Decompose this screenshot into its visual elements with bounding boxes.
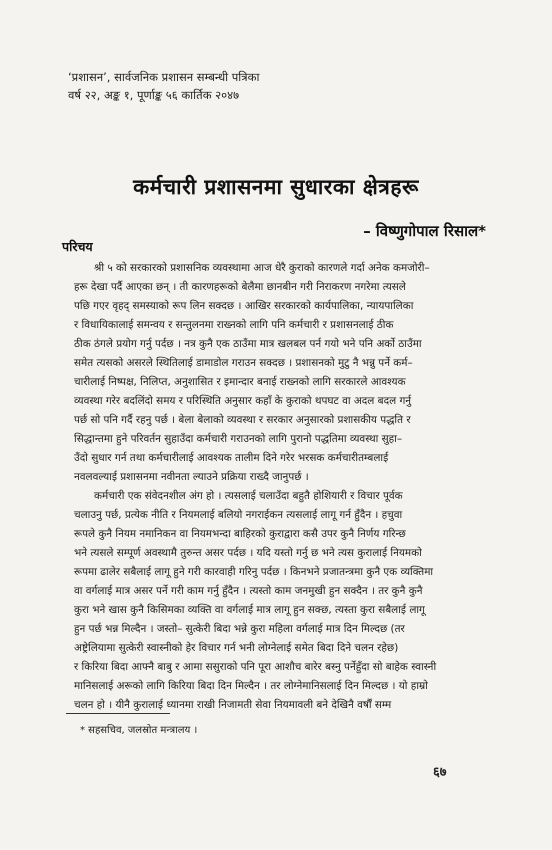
paragraph-1 — [74, 259, 492, 487]
paragraph-line: ठीक ठंगले प्रयोग गर्नु पर्दछ । नत्र कुनै एक ठाउँमा मात्र खलबल पर्न गयो भने पनि अर्को ठाउँमा — [74, 338, 422, 350]
paragraph-line: श्री ५ को सरकारको प्रशासनिक व्यवस्थामा आज धेरै कुराको कारणले गर्दा अनेक कमजोरी– — [94, 262, 430, 274]
footnote: * सहसचिव, जलस्रोत मन्त्रालय । — [80, 725, 198, 736]
paragraph-line: पछि गएर वृहद् समस्याको रूप लिन सक्दछ । आखिर सरकारको कार्यपालिका, न्यायपालिका — [74, 300, 414, 312]
journal-title-line: ‘प्रशासन’, सार्वजनिक प्रशासन सम्बन्धी पत्रिका — [68, 70, 260, 84]
paragraph-line: मानिसलाई अरूको लागि किरिया बिदा दिन मिल्दैन । तर लोग्नेमानिसलाई दिन मिल्दछ । यो हाम्रो — [74, 680, 428, 692]
paragraph-line: चारीलाई निष्पक्ष, निलिप्त, अनुशासित र इमान्दार बनाई राख्नको लागि सरकारले आवश्यक — [74, 376, 406, 388]
paragraph-line: रूपमा ढालेर सबैलाई लागू हुने गरी कारवाही गरिनु पर्दछ । किनभने प्रजातन्त्रमा कुनै एक व्यक्तिमा — [74, 566, 434, 578]
paragraph-line: हुन पर्छ भन्न मिल्दैन । जस्तो– सुत्केरी बिदा भन्ने कुरा महिला वर्गलाई मात्र दिन मिल्दछ (तर — [74, 623, 405, 635]
paragraph-line: कर्मचारी एक संवेदनशील अंग हो । त्यसलाई चलाउँदा बहुतै होशियारी र विचार पूर्वक — [94, 490, 403, 502]
paragraph-line: कुरा भने खास कुनै किसिमका व्यक्ति वा वर्गलाई मात्र लागू हुन सक्छ, त्यस्ता कुरा सबैलाई लागू — [74, 604, 425, 616]
paragraph-line: अष्ट्रेलियामा सुत्केरी स्वास्नीको हेर विचार गर्न भनी लोग्नेलाई समेत बिदा दिने चलन रहेछ) — [74, 642, 399, 654]
page-number: ६७ — [433, 765, 447, 780]
paragraph-line: नवलवल्याई प्रशासनमा नवीनता ल्याउने प्रक्रिया राख्दै जानुपर्छ । — [74, 471, 309, 483]
paragraph-line: हरू देखा पर्दै आएका छन् । ती कारणहरूको बेलैमा छानबीन गरी निराकरण नगरेमा त्यसले — [74, 281, 406, 293]
paragraph-line: रूपले कुनै नियम नमानिकन वा नियमभन्दा बाहिरको कुराद्वारा कसै उपर कुनै निर्णय गरिन्छ — [74, 528, 406, 540]
section-heading: परिचय — [62, 239, 93, 254]
article-title: कर्मचारी प्रशासनमा सुधारका क्षेत्रहरू — [133, 175, 419, 199]
paragraph-line: उँदो सुधार गर्न तथा कर्मचारीलाई आवश्यक तालीम दिने गरेर भरसक कर्मचारीतम्बलाई — [74, 452, 389, 464]
paragraph-2 — [74, 487, 492, 715]
paragraph-line: वा वर्गलाई मात्र असर पर्ने गरी काम गर्नु हुँदैन । त्यस्तो काम जनमुखी हुन सक्दैन । तर कुनै कुनै — [74, 585, 423, 597]
journal-header — [68, 68, 259, 104]
journal-issue-line: वर्ष २२, अङ्क १, पूर्णाङ्क ५६ कार्तिक २०४७ — [68, 88, 240, 102]
paragraph-line: सिद्धान्तमा हुने परिवर्तन सुहाउँदा कर्मचारी गराउनको लागि पुरानो पद्धतिमा व्यवस्था सुहा– — [74, 433, 403, 445]
footnote-divider — [66, 713, 170, 714]
paragraph-line: समेत त्यसको असरले स्थितिलाई डामाडोल गराउन सक्दछ । प्रशासनको मुटु नै भन्नु पर्ने कर्म– — [74, 357, 413, 369]
paragraph-line: चलाउनु पर्छ, प्रत्येक नीति र नियमलाई बलियो नगराईकन त्यसलाई लागू गर्न हुँदैन । हचुवा — [74, 509, 403, 521]
paragraph-line: व्यवस्था गरेर बदलिंदो समय र परिस्थिति अनुसार कहाँ के कुराको थपघट वा अदल बदल गर्नु — [74, 395, 412, 407]
paragraph-line: चलन हो । यीनै कुरालाई ध्यानमा राखी निजामती सेवा नियमावली बने देखिनै वर्षौं सम्म — [74, 699, 392, 711]
paragraph-line: र विधायिकालाई समन्वय र सन्तुलनमा राख्नको लागि पनि कर्मचारी र प्रशासनलाई ठीक — [74, 319, 394, 331]
paragraph-line: पर्छ सो पनि गर्दै रहनु पर्छ । बेला बेलाको व्यवस्था र सरकार अनुसारको प्रशासकीय पद्धति र — [74, 414, 411, 426]
article-author: – विष्णुगोपाल रिसाल* — [363, 222, 486, 240]
paragraph-line: र किरिया बिदा आफ्नै बाबु र आमा ससुराको पनि पूरा आशौच बारेर बस्नु पर्नेहुँदा सो बाहेक स्वास्नी — [74, 661, 437, 673]
paragraph-line: भने त्यसले सम्पूर्ण अवस्थामै तुरुन्त असर पर्दछ । यदि यस्तो गर्नु छ भने त्यस कुरालाई नियमको — [74, 547, 422, 559]
